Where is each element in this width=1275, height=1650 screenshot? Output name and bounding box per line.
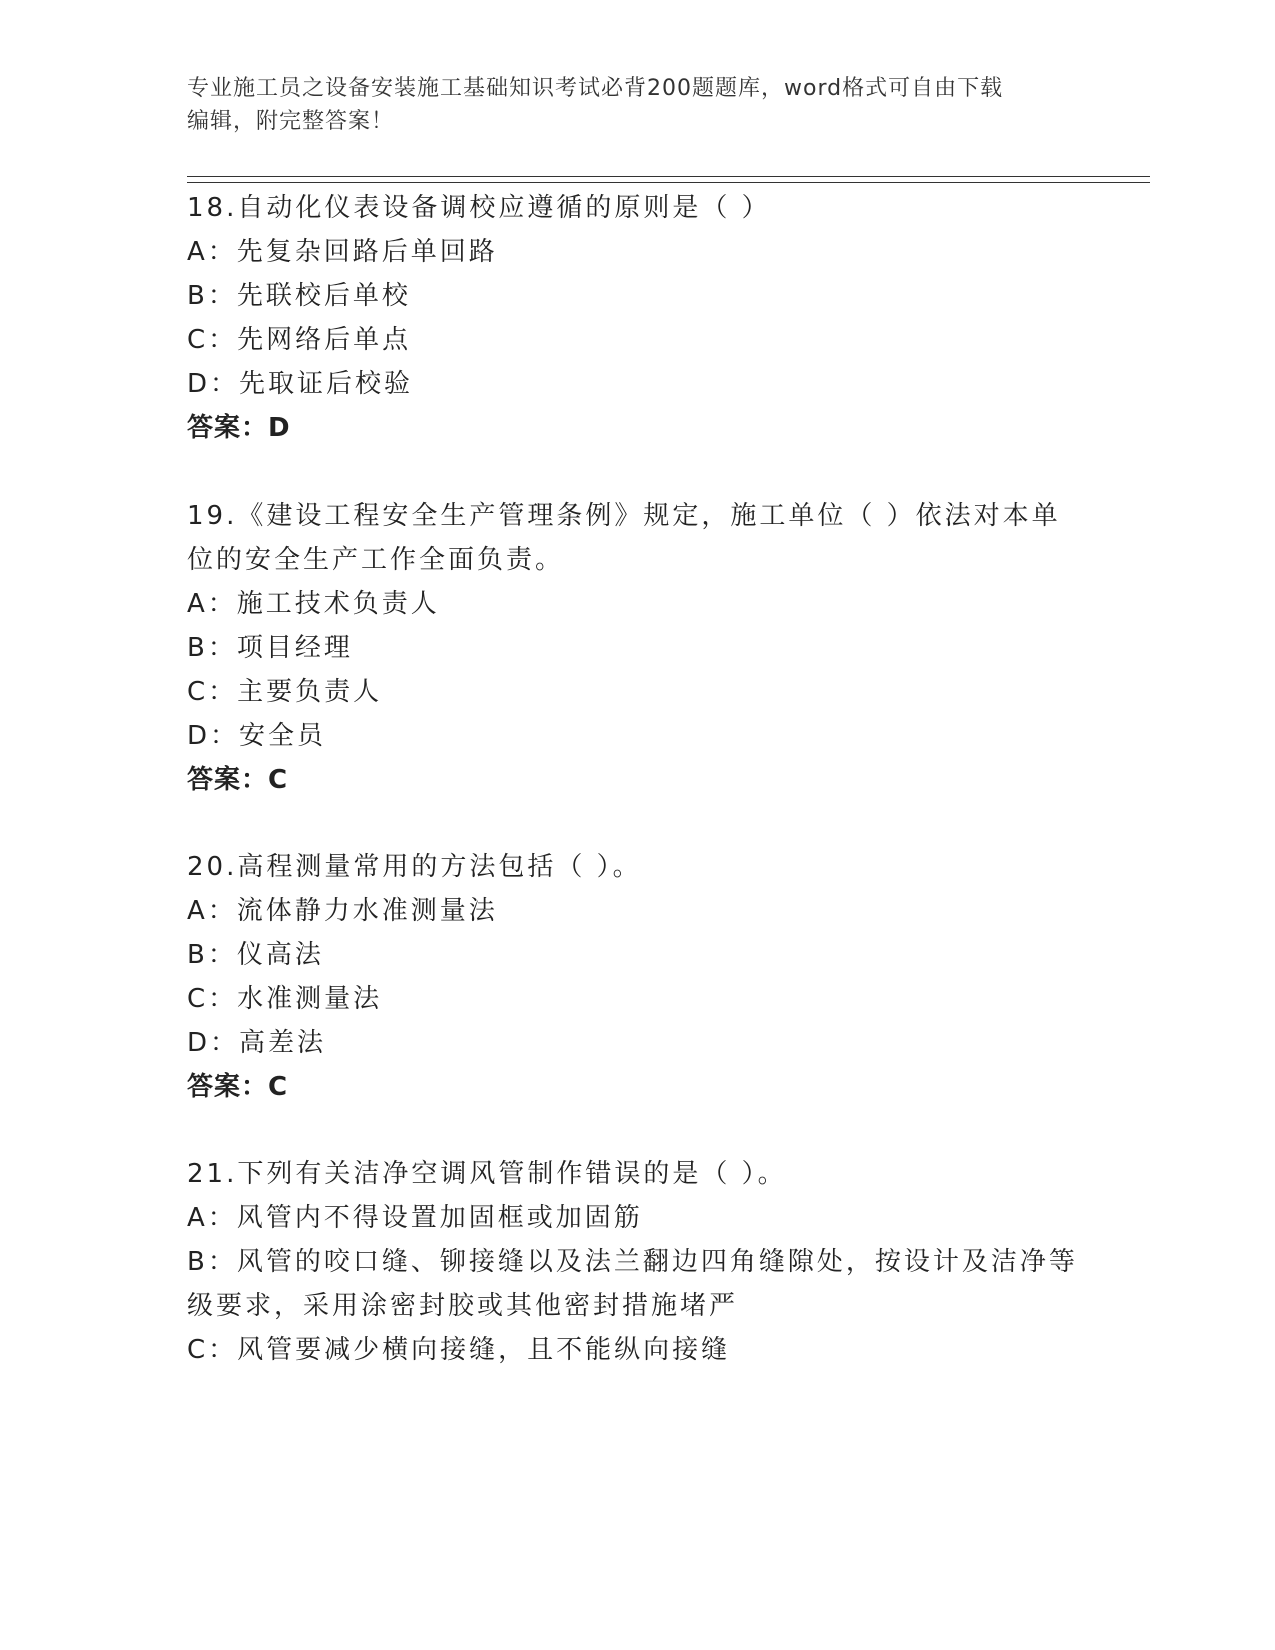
question-19-answer: 答案：C	[187, 765, 289, 795]
question-18-stem: 18.自动化仪表设备调校应遵循的原则是（ ）	[187, 193, 771, 223]
question-21-stem: 21.下列有关洁净空调风管制作错误的是（ ）。	[187, 1159, 787, 1189]
question-19-option-d: D：安全员	[187, 721, 327, 751]
question-20-option-d: D：高差法	[187, 1028, 327, 1058]
question-18-option-c: C：先网络后单点	[187, 325, 412, 355]
question-18-answer: 答案：D	[187, 413, 291, 443]
question-21-option-b-line-1: B：风管的咬口缝、铆接缝以及法兰翻边四角缝隙处，按设计及洁净等	[187, 1247, 1078, 1277]
question-19-option-a: A：施工技术负责人	[187, 589, 440, 619]
question-20-option-a: A：流体静力水准测量法	[187, 896, 498, 926]
question-19-stem-line-2: 位的安全生产工作全面负责。	[187, 545, 565, 575]
question-19-option-c: C：主要负责人	[187, 677, 383, 707]
question-20-stem: 20.高程测量常用的方法包括（ ）。	[187, 852, 642, 882]
question-21-option-b-line-2: 级要求，采用涂密封胶或其他密封措施堵严	[187, 1291, 739, 1321]
question-20-option-b: B：仪高法	[187, 940, 324, 970]
header-line-1: 专业施工员之设备安装施工基础知识考试必背200题题库，word格式可自由下载	[187, 76, 1004, 101]
question-18-option-a: A：先复杂回路后单回路	[187, 237, 498, 267]
question-21-option-c: C：风管要减少横向接缝，且不能纵向接缝	[187, 1335, 731, 1365]
question-19-option-b: B：项目经理	[187, 633, 353, 663]
question-21-option-a: A：风管内不得设置加固框或加固筋	[187, 1203, 643, 1233]
question-20-option-c: C：水准测量法	[187, 984, 383, 1014]
question-18-option-b: B：先联校后单校	[187, 281, 411, 311]
header-divider-top	[187, 176, 1150, 177]
header-divider-bottom	[187, 182, 1150, 183]
question-19-stem-line-1: 19.《建设工程安全生产管理条例》规定，施工单位（ ）依法对本单	[187, 501, 1061, 531]
question-18-option-d: D：先取证后校验	[187, 369, 414, 399]
question-20-answer: 答案：C	[187, 1072, 289, 1102]
header-line-2: 编辑，附完整答案！	[187, 109, 395, 134]
document-header	[187, 72, 1087, 138]
